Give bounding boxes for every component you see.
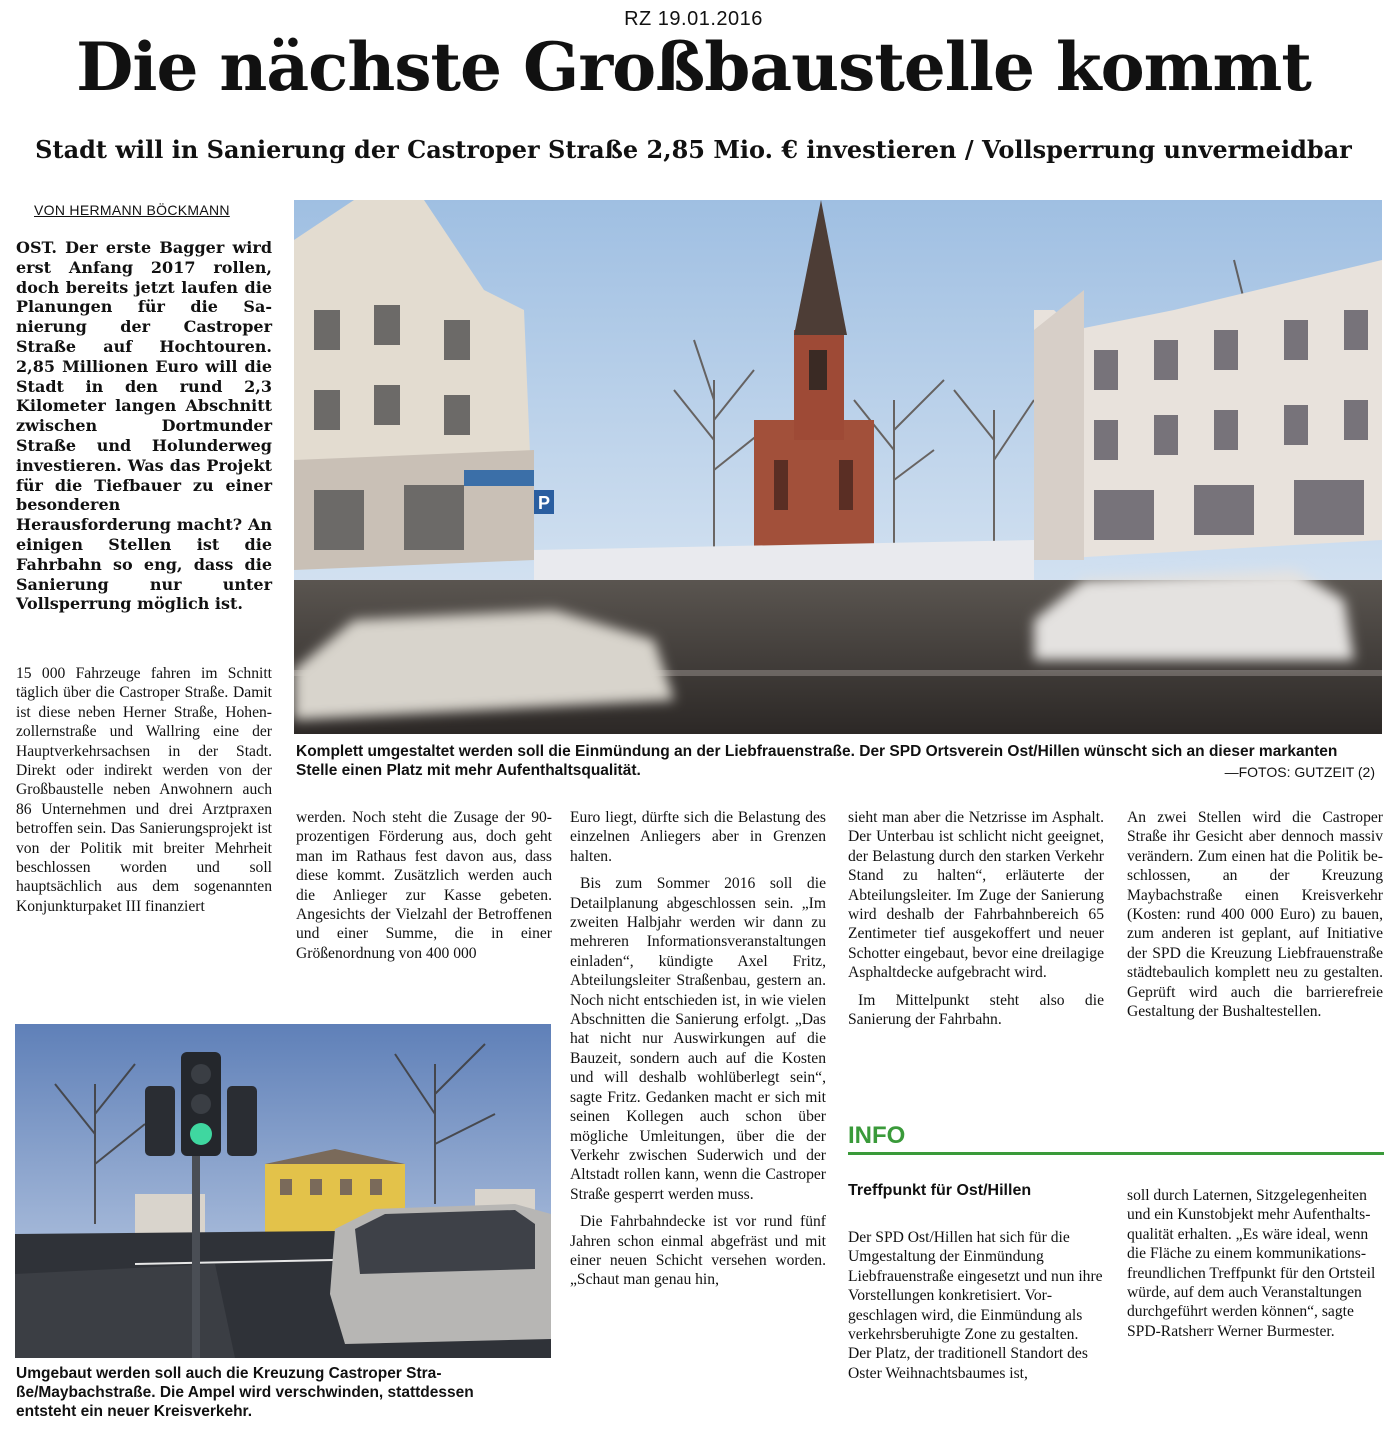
main-photo-caption: Komplett umgestaltet werden soll die Einmündung an der Liebfrauenstraße. Der SPD Ortsverein Ost/Hillen wünscht sich an dieser markanten Stelle einen Platz mit mehr Aufenthaltsqualität. (296, 743, 1338, 779)
info-box-column-1: Der SPD Ost/Hillen hat sich für die Umgestaltung der Einmündung Liebfrauenstraße eingesetzt und nun ihre Vorstellungen konkretisiert. Vorgeschlagen wird, die Einmündung als verkehrsberuhigte Zone zu gestalten. Der Platz, der traditionell Standort des Oster Weihnachtsbaumes ist, (848, 1229, 1103, 1382)
body-paragraph: 15 000 Fahrzeuge fahren im Schnitt täglich über die Castroper Straße. Damit ist diese neben Herner Straße, Hohenzollernstraße und Wallring eine der Hauptverkehrsachsen in der Stadt. Direkt oder indirekt werden von der Großbaustelle neben Anwohnern auch 86 Unternehmen und drei Arztpraxen betroffen sein. Das Sanierungsprojekt ist von der Politik mit breiter Mehrheit beschlossen worden und soll hauptsächlich aus dem sogenannten Konjunkturpaket III finanziert (16, 665, 272, 915)
body-paragraph: Die Fahrbahndecke ist vor rund fünf Jahren schon einmal abgefräst und mit einer neuen Schicht versehen worden. „Schaut man genau hin, (570, 1213, 826, 1289)
subheadline: Stadt will in Sanierung der Castroper Straße 2,85 Mio. € investieren / Vollsperrung unvermeidbar (35, 135, 1352, 164)
body-column-4 (848, 808, 1104, 1037)
lead-text: Der erste Bagger wird erst Anfang 2017 rollen, doch bereits jetzt laufen die Planungen für die Sanierung der Castroper Straße auf Hochtouren. 2,85 Millionen Euro will die Stadt in den rund 2,3 Kilometer langen Abschnitt zwischen Dortmunder Straße und Holunderweg investieren. Was das Projekt für die Tiefbauer zu einer besonderen Herausforderung macht? An einigen Stellen ist die Fahrbahn so eng, dass die Sanierung nur unter Vollsperrung möglich ist. (16, 238, 272, 614)
lead-paragraph (16, 238, 272, 614)
body-column-1 (16, 664, 272, 924)
info-box-title: INFO (848, 1122, 906, 1149)
body-column-2 (296, 808, 552, 971)
headline: Die nächste Großbaustelle kommt (76, 28, 1311, 106)
body-paragraph: Im Mittelpunkt steht also die Sanierung der Fahrbahn. (848, 991, 1104, 1029)
info-box-column-2: soll durch Laternen, Sitzgelegenheiten und ein Kunstobjekt mehr Aufenthaltsqualität erhalten. „Es wäre ideal, wenn die Fläche zu einem kommunikationsfreundlichen Treffpunkt für den Ortsteil würde, auf dem auch Veranstaltungen durchgeführt werden können“, sagte SPD-Ratsherr Werner Burmester. (1127, 1187, 1376, 1340)
main-photo (294, 200, 1382, 734)
info-box-rule (848, 1152, 1384, 1155)
traffic-light-image (15, 1024, 551, 1358)
body-paragraph: sieht man aber die Netzrisse im Asphalt. Der Unterbau ist schlicht nicht geeignet, der Belastung durch den starken Verkehr Stand zu halten“, erläuterte der Abteilungsleiter. Im Zuge der Sanierung wird deshalb der Fahrbahnbereich 65 Zentimeter tief ausgekoffert und neuer Schotter eingebaut, bevor eine dreilagige Asphaltdecke aufgebracht wird. (848, 809, 1104, 982)
photo-credit: —FOTOS: GUTZEIT (2) (1224, 764, 1375, 780)
info-box-heading: Treffpunkt für Ost/Hillen (848, 1182, 1032, 1199)
body-column-3 (570, 808, 826, 1298)
secondary-photo (15, 1024, 551, 1358)
author-byline: VON HERMANN BÖCKMANN (34, 202, 230, 218)
dateline: OST. (16, 238, 57, 257)
parking-sign-icon: P (538, 493, 551, 513)
body-paragraph: An zwei Stellen wird die Castroper Straße ihr Gesicht aber dennoch massiv verändern. Zum einen hat die Politik beschlossen, an der Kreuzung Maybachstraße einen Kreisverkehr (Kosten: rund 400 000 Euro) zu bauen, zum anderen ist geplant, auf Initiative der SPD die Kreuzung Liebfrauenstraße städtebaulich komplett neu zu gestalten. Geprüft wird auch die barrierefreie Gestaltung der Bushaltestellen. (1127, 809, 1383, 1021)
church-street-image (294, 200, 1382, 734)
body-paragraph: Bis zum Sommer 2016 soll die Detailplanung abgeschlossen sein. „Im zweiten Halbjahr werden wir dann zu mehreren Informationsveranstaltungen einladen“, kündigte Axel Fritz, Abteilungsleiter Straßenbau, gestern an. Noch nicht entschieden ist, in wie vielen Abschnitten die Sanierung erfolgt. „Das hat nicht nur Auswirkungen auf die Bauzeit, sondern auch auf die Kosten und will deshalb wohlüberlegt sein“, sagte Fritz. Gedanken macht er sich mit seinen Kollegen auch schon über mögliche Umleitungen, über die der Verkehr zwischen Suderwich und der Altstadt rollen kann, wenn die Castroper Straße gesperrt werden muss. (570, 875, 826, 1203)
secondary-photo-caption: Umgebaut werden soll auch die Kreuzung Castroper Straße/Maybachstraße. Die Ampel wird verschwinden, stattdessen entsteht ein neuer Kreisverkehr. (16, 1365, 474, 1420)
body-paragraph: werden. Noch steht die Zusage der 90-prozentigen Förderung aus, doch geht man im Rathaus fest davon aus, dass diese kommt. Zusätzlich werden auch die Anlieger zur Kasse gebeten. Angesichts der Vielzahl der Betroffenen und einer Summe, die in einer Größenordnung von 400 000 (296, 809, 552, 962)
body-paragraph: Euro liegt, dürfte sich die Belastung des einzelnen Anliegers aber in Grenzen halten. (570, 809, 826, 865)
date-stamp: RZ 19.01.2016 (624, 8, 763, 30)
body-column-5 (1127, 808, 1383, 1029)
